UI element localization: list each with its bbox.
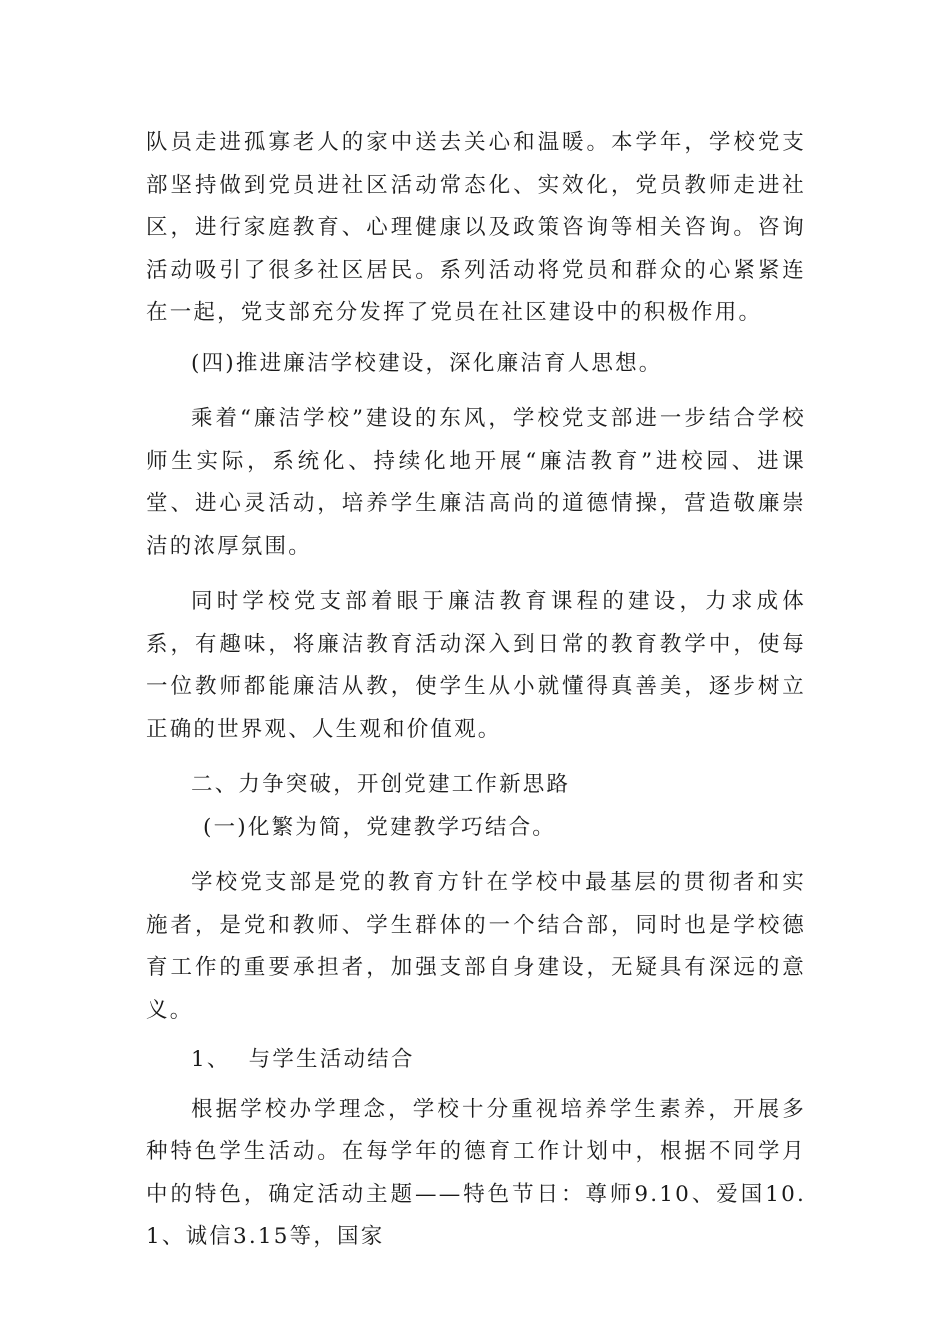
section-heading-new-ideas: 二、力争突破，开创党建工作新思路: [191, 772, 571, 797]
paragraph-party-branch-role: 学校党支部是党的教育方针在学校中最基层的贯彻者和实施者，是党和教师、学生群体的一个结合部，同时也是学校德育工作的重要承担者，加强支部自身建设，无疑具有深远的意义。: [146, 870, 806, 1023]
list-item-student-activities: 1、 与学生活动结合: [191, 1047, 415, 1072]
paragraph-school-philosophy: 根据学校办学理念，学校十分重视培养学生素养，开展多种特色学生活动。在每学年的德育工作计划中，根据不同学月中的特色，确定活动主题——特色节日：尊师9.10、爱国10.1、诚信3.15等，国家: [146, 1096, 806, 1249]
paragraph-clean-school-campaign: 乘着“廉洁学校”建设的东风，学校党支部进一步结合学校师生实际，系统化、持续化地开展“廉洁教育”进校园、进课堂、进心灵活动，培养学生廉洁高尚的道德情操，营造敬廉崇洁的浓厚氛围。: [146, 406, 806, 559]
subheading-simplify: (一)化繁为简，党建教学巧结合。: [203, 814, 556, 840]
paragraph-clean-education-course: 同时学校党支部着眼于廉洁教育课程的建设，力求成体系，有趣味，将廉洁教育活动深入到日常的教育教学中，使每一位教师都能廉洁从教，使学生从小就懂得真善美，逐步树立正确的世界观、人生观和价值观。: [146, 589, 806, 742]
subheading-clean-school: (四)推进廉洁学校建设，深化廉洁育人思想。: [191, 350, 663, 376]
document-body: [146, 122, 806, 1259]
paragraph-community-service: 队员走进孤寡老人的家中送去关心和温暖。本学年，学校党支部坚持做到党员进社区活动常态化、实效化，党员教师走进社区，进行家庭教育、心理健康以及政策咨询等相关咨询。咨询活动吸引了很多社区居民。系列活动将党员和群众的心紧紧连在一起，党支部充分发挥了党员在社区建设中的积极作用。: [146, 130, 806, 325]
